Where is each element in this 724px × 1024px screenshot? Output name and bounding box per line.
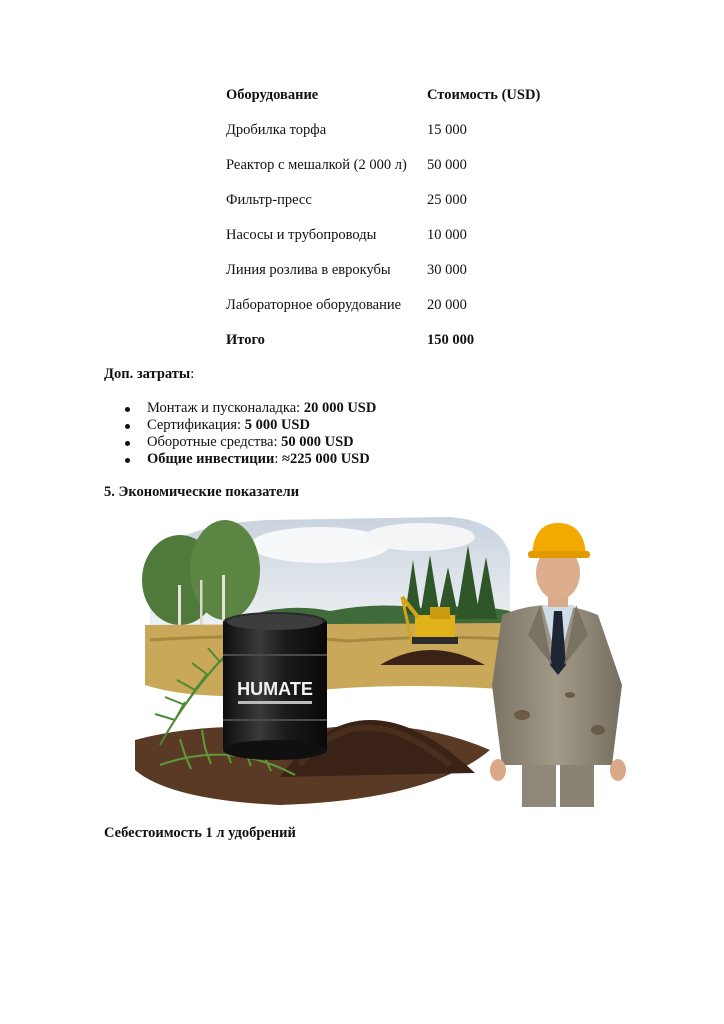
list-item: Сертификация: 5 000 USD <box>104 417 376 434</box>
equipment-name: Дробилка торфа <box>226 122 327 138</box>
extra-costs-list <box>104 400 376 468</box>
header-equipment: Оборудование <box>226 87 319 103</box>
cloud <box>365 523 475 551</box>
equipment-cost-table <box>226 78 567 358</box>
humate-barrel <box>223 612 327 760</box>
table-row <box>226 148 567 183</box>
section-heading: 5. Экономические показатели <box>104 484 300 500</box>
equipment-cost: 30 000 <box>427 262 467 278</box>
extra-costs-title: Доп. затраты: <box>104 366 195 382</box>
list-item: Оборотные средства: 50 000 USD <box>104 434 376 451</box>
engineer-figure <box>490 523 626 807</box>
table-total-row <box>226 323 567 358</box>
table-row <box>226 113 567 148</box>
equipment-name: Насосы и трубопроводы <box>226 227 377 243</box>
equipment-name: Лабораторное оборудование <box>226 297 402 313</box>
equipment-cost: 20 000 <box>427 297 467 313</box>
list-item: Общие инвестиции: ≈225 000 USD <box>104 451 376 468</box>
total-label: Итого <box>226 332 265 348</box>
list-item: Монтаж и пусконаладка: 20 000 USD <box>104 400 376 417</box>
header-cost: Стоимость (USD) <box>427 87 541 103</box>
total-cost: 150 000 <box>427 332 475 348</box>
table-row <box>226 288 567 323</box>
peat-humate-illustration <box>130 515 645 810</box>
table-row <box>226 218 567 253</box>
equipment-cost: 10 000 <box>427 227 467 243</box>
cost-heading: Себестоимость 1 л удобрений <box>104 825 296 841</box>
equipment-name: Фильтр-пресс <box>226 192 312 208</box>
barrel-label: HUMATE <box>237 679 313 699</box>
table-header-row <box>226 78 567 113</box>
table-row <box>226 183 567 218</box>
equipment-name: Линия розлива в еврокубы <box>226 262 391 278</box>
equipment-cost: 50 000 <box>427 157 467 173</box>
equipment-cost: 15 000 <box>427 122 467 138</box>
table-row <box>226 253 567 288</box>
equipment-cost: 25 000 <box>427 192 467 208</box>
equipment-name: Реактор с мешалкой (2 000 л) <box>226 157 407 173</box>
